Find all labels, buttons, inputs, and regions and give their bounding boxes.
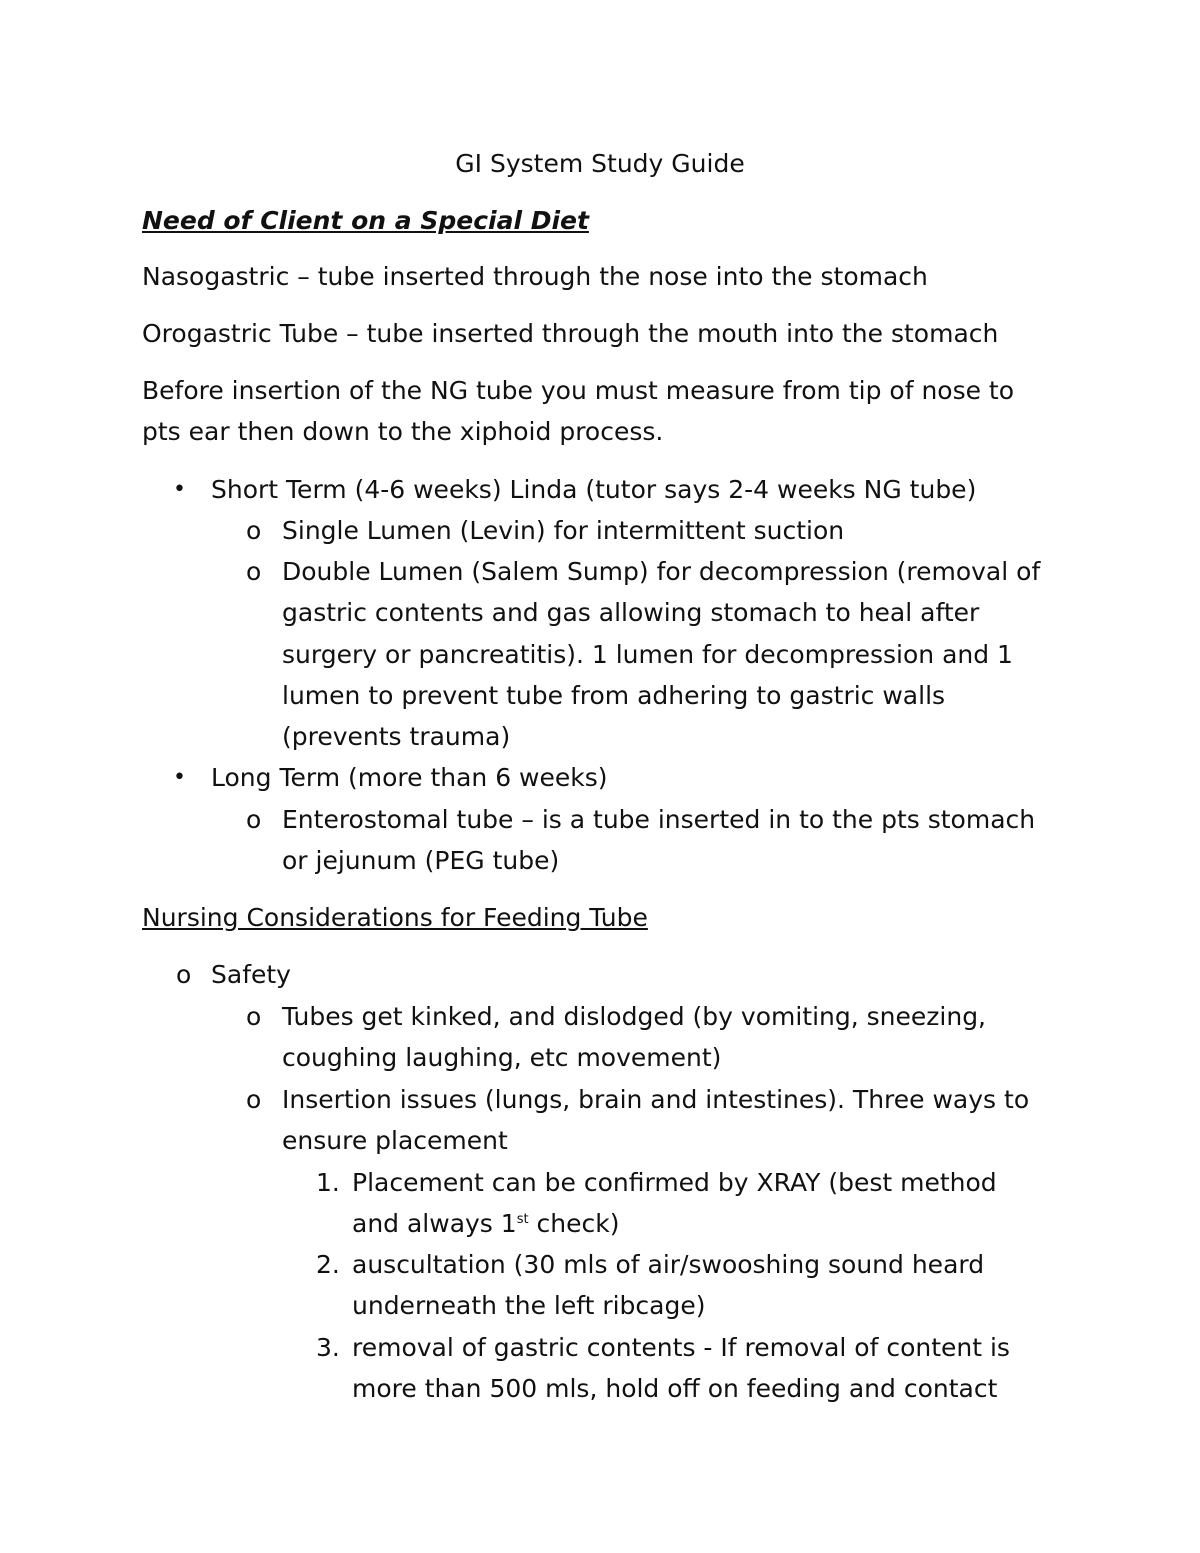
- sub-double-lumen-line3: surgery or pancreatitis). 1 lumen for decompression and 1: [282, 640, 1013, 669]
- circle-marker: o: [246, 1002, 262, 1031]
- bullet-marker: •: [173, 477, 186, 502]
- circle-marker: o: [246, 557, 262, 586]
- num2-line2: underneath the left ribcage): [352, 1291, 706, 1320]
- sub-enterostomal-line1: Enterostomal tube – is a tube inserted in to the pts stomach: [282, 805, 1036, 834]
- sub-insertion-line2: ensure placement: [282, 1126, 508, 1155]
- para-before-insertion-line2: pts ear then down to the xiphoid process.: [142, 417, 664, 446]
- circle-marker: o: [246, 516, 262, 545]
- bullet-long-term: Long Term (more than 6 weeks): [211, 763, 608, 792]
- para-nasogastric: Nasogastric – tube inserted through the nose into the stomach: [142, 262, 928, 291]
- num1-superscript: st: [516, 1212, 529, 1227]
- sub-single-lumen: Single Lumen (Levin) for intermittent suction: [282, 516, 845, 545]
- sub-double-lumen-line4: lumen to prevent tube from adhering to gastric walls: [282, 681, 946, 710]
- sub-double-lumen-line2: gastric contents and gas allowing stomach to heal after: [282, 598, 980, 627]
- circle-marker: o: [176, 960, 192, 989]
- section-heading-nursing-considerations: Nursing Considerations for Feeding Tube: [142, 903, 648, 932]
- item-safety: Safety: [211, 960, 291, 989]
- num2-line1: auscultation (30 mls of air/swooshing sound heard: [352, 1250, 985, 1279]
- sub-enterostomal-line2: or jejunum (PEG tube): [282, 846, 560, 875]
- num1-line2-post: check): [528, 1209, 620, 1238]
- sub-double-lumen-line5: (prevents trauma): [282, 722, 511, 751]
- circle-marker: o: [246, 805, 262, 834]
- bullet-marker: •: [173, 765, 186, 790]
- num3-line1: removal of gastric contents - If removal of content is: [352, 1333, 1010, 1362]
- para-orogastric: Orogastric Tube – tube inserted through the mouth into the stomach: [142, 319, 999, 348]
- number-label: 3.: [316, 1333, 340, 1362]
- section-heading-special-diet: Need of Client on a Special Diet: [142, 206, 589, 235]
- num1-line2-pre: and always 1: [352, 1209, 517, 1238]
- number-label: 1.: [316, 1168, 340, 1197]
- bullet-short-term: Short Term (4-6 weeks) Linda (tutor says 2-4 weeks NG tube): [211, 475, 977, 504]
- sub-tubes-line1: Tubes get kinked, and dislodged (by vomiting, sneezing,: [282, 1002, 987, 1031]
- circle-marker: o: [246, 1085, 262, 1114]
- sub-insertion-line1: Insertion issues (lungs, brain and intestines). Three ways to: [282, 1085, 1030, 1114]
- num1-line1: Placement can be confirmed by XRAY (best method: [352, 1168, 997, 1197]
- num3-line2: more than 500 mls, hold off on feeding and contact: [352, 1374, 998, 1403]
- number-label: 2.: [316, 1250, 340, 1279]
- sub-double-lumen-line1: Double Lumen (Salem Sump) for decompression (removal of: [282, 557, 1041, 586]
- sub-tubes-line2: coughing laughing, etc movement): [282, 1043, 722, 1072]
- para-before-insertion-line1: Before insertion of the NG tube you must measure from tip of nose to: [142, 376, 1015, 405]
- num1-line2: [352, 1203, 619, 1244]
- document-title: GI System Study Guide: [455, 149, 745, 178]
